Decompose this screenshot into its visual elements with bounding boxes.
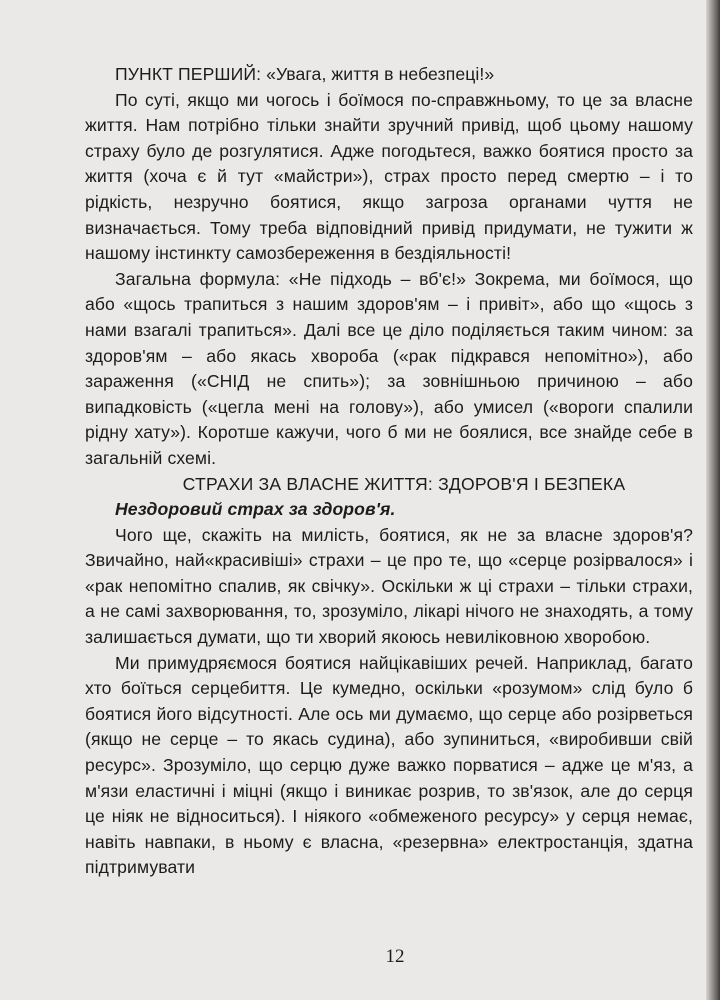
page-number: 12 xyxy=(385,946,405,967)
page-edge-shadow xyxy=(706,0,720,1000)
section-heading-point-one: ПУНКТ ПЕРШИЙ: «Увага, життя в небезпеці!» xyxy=(115,64,495,84)
paragraph: Чого ще, скажіть на милість, боятися, як не за власне здоров'я? Звичайно, най«красивіші» страхи – це про те, що «серце розірвалося» і «рак непомітно спалив, як свічку». Оскільки ж ці страхи – тільки страхи, а не самі захворювання, то, зрозуміло, лікарі нічого не знаходять, а тому залишається думати, що ти хворий якоюсь невиліковною хворобою. xyxy=(85,524,693,648)
section-title: СТРАХИ ЗА ВЛАСНЕ ЖИТТЯ: ЗДОРОВ'Я І БЕЗПЕКА xyxy=(182,473,626,494)
paragraph: Ми примудряємося боятися найцікавіших речей. Наприклад, багато хто боїться серцебиття. Це кумедно, оскільки «розумом» слід було б боятися його відсутності. Але ось ми думаємо, що серце або розірветься (якщо не серце – то якась судина), або зупиниться, «виробивши свій ресурс». Зрозуміло, що серцю дуже важко порватися – адже це м'яз, а м'язи еластичні і міцні (якщо і виникає розрив, то зв'язок, але до серця це ніяк не відноситься). І ніякого «обмеженого ресурсу» у серця немає, навіть навпаки, в ньому є власна, «резервна» електростанція, здатна підтримувати xyxy=(85,652,693,878)
paragraph: По суті, якщо ми чогось і боїмося по-справжньому, то це за власне життя. Нам потрібно тільки знайти зручний привід, щоб цьому нашому страху було де розгулятися. Адже погодьтеся, важко боятися просто за життя (хоча є й тут «майстри»), страх просто перед смертю – і то рідкість, незручно боятися, якщо загроза органами чуття не визначається. Тому треба відповідний привід придумати, не тужити ж нашому інстинкту самозбереження в бездіяльності! xyxy=(85,89,693,264)
paragraph: Загальна формула: «Не підходь – вб'є!» Зокрема, ми боїмося, що або «щось трапиться з нашим здоров'ям – і привіт», або що «щось з нами взагалі трапиться». Далі все це діло поділяється таким чином: за здоров'ям – або якась хвороба («рак підкрався непомітно»), або зараження («СНІД не спить»); за зовнішньою причиною – або випадковість («цегла мені на голову»), або умисел («вороги спалили рідну хату»). Коротше кажучи, чого б ми не боялися, все знайде себе в загальній схемі. xyxy=(85,268,693,468)
page-body xyxy=(85,62,693,881)
subheading: Нездоровий страх за здоров'я. xyxy=(115,499,396,520)
